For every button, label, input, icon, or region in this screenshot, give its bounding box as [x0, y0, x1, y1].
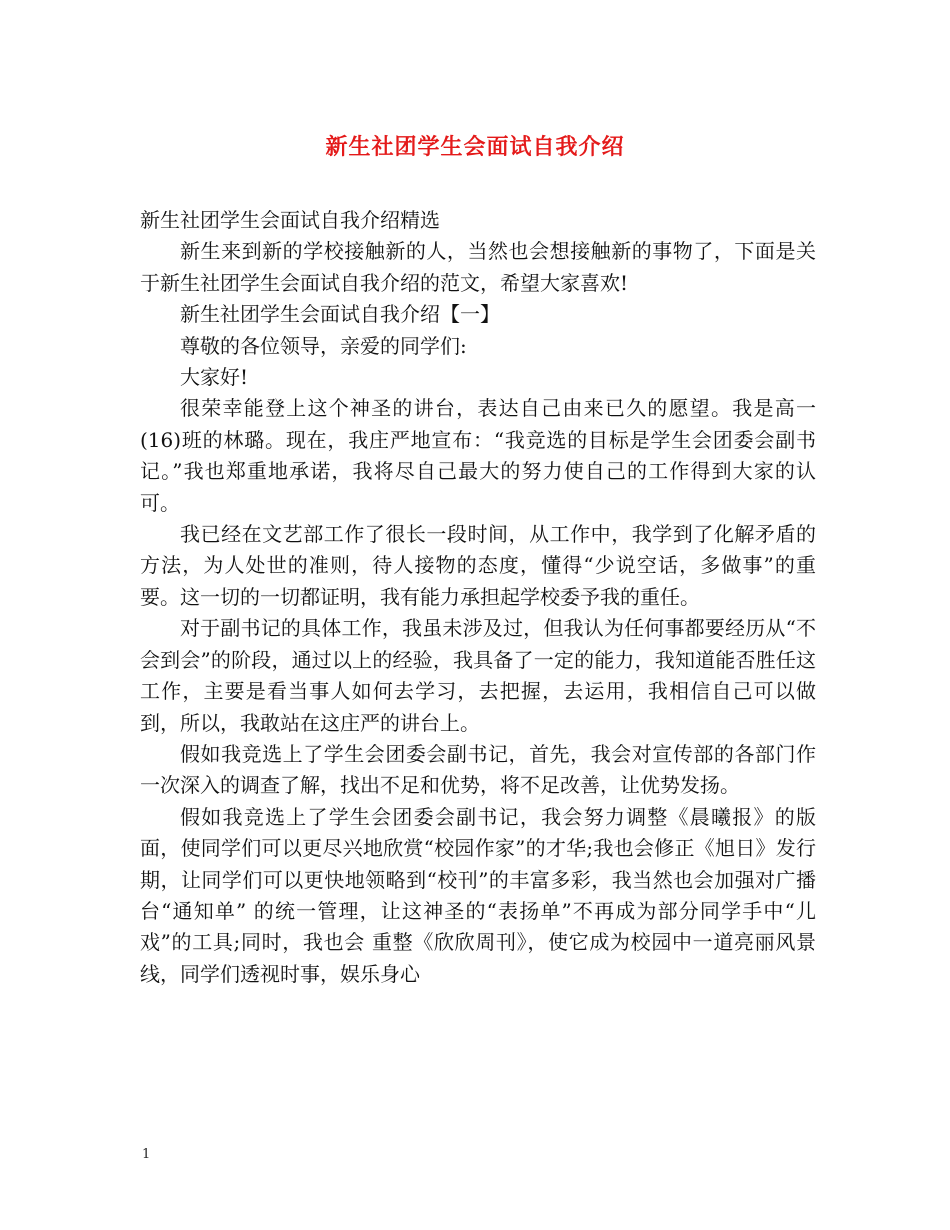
paragraph: 对于副书记的具体工作，我虽未涉及过，但我认为任何事都要经历从“不会到会”的阶段，通过以上的经验，我具备了一定的能力，我知道能否胜任这工作，主要是看当事人如何去学习，去把握，去运用，我相信自己可以做到，所以，我敢站在这庄严的讲台上。 — [140, 616, 816, 735]
paragraph: 假如我竞选上了学生会团委会副书记，我会努力调整《晨曦报》的版面，使同学们可以更尽兴地欣赏“校园作家”的才华;我也会修正《旭日》发行期，让同学们可以更快地领略到“校刊”的丰富多彩，我当然也会加强对广播台“通知单” 的统一管理，让这神圣的“表扬单”不再成为部分同学手中“儿戏”的工具;同时，我也会 重整《欣欣周刊》，使它成为校园中一道亮丽风景线，同学们透视时事，娱乐身心 — [140, 804, 816, 986]
paragraph: 尊敬的各位领导，亲爱的同学们: — [180, 333, 467, 358]
paragraph: 新生来到新的学校接触新的人，当然也会想接触新的事物了，下面是关于新生社团学生会面试自我介绍的范文，希望大家喜欢! — [140, 239, 816, 295]
document-title: 新生社团学生会面试自我介绍 — [325, 134, 625, 160]
paragraph: 很荣幸能登上这个神圣的讲台，表达自己由来已久的愿望。我是高一(16)班的林璐。现在，我庄严地宣布：“我竞选的目标是学生会团委会副书记。”我也郑重地承诺，我将尽自己最大的努力使自己的工作得到大家的认可。 — [140, 396, 816, 515]
page-number: 1 — [142, 1147, 151, 1162]
paragraph: 新生社团学生会面试自我介绍【一】 — [180, 302, 500, 327]
paragraph: 新生社团学生会面试自我介绍精选 — [140, 208, 440, 232]
paragraph: 假如我竞选上了学生会团委会副书记，首先，我会对宣传部的各部门作一次深入的调查了解，找出不足和优势，将不足改善，让优势发扬。 — [140, 741, 816, 798]
document-body — [140, 205, 816, 990]
paragraph: 我已经在文艺部工作了很长一段时间，从工作中，我学到了化解矛盾的方法，为人处世的准则，待人接物的态度，懂得“少说空话，多做事”的重要。这一切的一切都证明，我有能力承担起学校委予我的重任。 — [140, 522, 816, 609]
paragraph: 大家好! — [180, 365, 249, 390]
